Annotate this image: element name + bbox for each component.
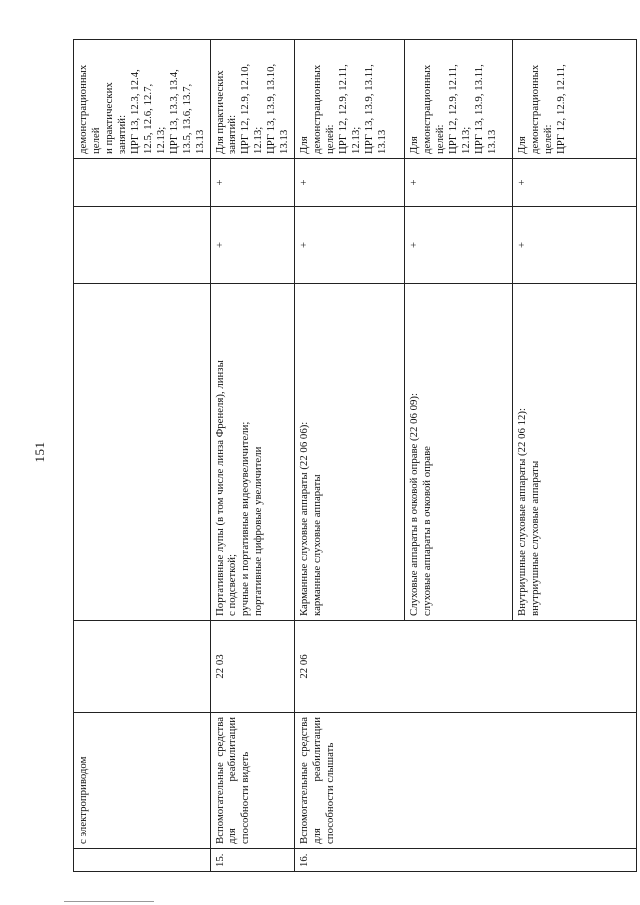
mark-cell: + xyxy=(295,207,405,284)
purpose-line: 12.5, 12.6, 12.7, xyxy=(141,83,154,154)
item-line: Слуховые аппараты в очковой оправе (22 06 09): xyxy=(408,392,421,616)
purpose-line: 13.5, 13.6, 13.7, xyxy=(180,83,193,154)
mark-cell: + xyxy=(513,159,637,207)
purpose-line: и практических xyxy=(102,82,115,154)
category-name: Вспомогательные средства для реабилитации способности видеть xyxy=(210,713,295,849)
rotated-table-container xyxy=(73,40,589,872)
purpose-line: занятий: xyxy=(226,114,239,154)
row-number: 15. xyxy=(210,849,295,872)
item-line: слуховые аппараты в очковой оправе xyxy=(421,446,434,616)
category-code: 22 06 xyxy=(295,621,637,713)
purpose-line: демонстрационных xyxy=(529,64,542,154)
purpose-line: ЦРГ 12, 12.9, 12.11, xyxy=(447,64,460,154)
purpose-cell xyxy=(405,40,513,159)
purpose-line: целей: xyxy=(542,124,555,154)
mark-cell: + xyxy=(295,159,405,207)
purpose-line: целей: xyxy=(324,124,337,154)
footer-rule xyxy=(64,901,154,902)
purpose-line: 13.13 xyxy=(193,129,206,154)
category-name: с электроприводом xyxy=(74,713,211,849)
mark-cell: + xyxy=(405,207,513,284)
item-line: Портативные лупы (в том числе линза Френеля), линзы xyxy=(213,360,226,616)
purpose-line: ЦРГ 12, 12.9, 12.11, xyxy=(555,64,568,154)
purpose-line: демонстрационных xyxy=(77,64,89,154)
purpose-line: ЦРГ 12, 12.9, 12.11, xyxy=(337,64,350,154)
purpose-line: Для xyxy=(408,136,421,154)
purpose-line: ЦРГ 13, 12.3, 12.4, xyxy=(128,69,141,154)
row-number xyxy=(74,849,211,872)
item-line: карманные слуховые аппараты xyxy=(311,474,324,616)
items-cell xyxy=(210,284,295,621)
purpose-line: целей: xyxy=(434,124,447,154)
item-line: внутриушные слуховые аппараты xyxy=(529,460,542,616)
category-code xyxy=(74,621,211,713)
purpose-line: 13.13 xyxy=(485,129,498,154)
purpose-cell xyxy=(74,40,211,159)
purpose-line: ЦРГ 13, 13.9, 13.11, xyxy=(363,64,376,154)
mark-cell: + xyxy=(210,159,295,207)
purpose-line: занятий: xyxy=(115,114,128,154)
purpose-line: 12.13; xyxy=(252,126,265,154)
item-line: ручные и портативные видеоувеличители; xyxy=(239,421,252,616)
purpose-cell xyxy=(210,40,295,159)
category-name: Вспомогательные средства для реабилитации способности слышать xyxy=(295,713,637,849)
purpose-line: 13.13 xyxy=(375,129,388,154)
purpose-line: 12.13; xyxy=(350,126,363,154)
table-row xyxy=(74,40,211,872)
table-row xyxy=(295,40,405,872)
purpose-line: 13.13 xyxy=(278,129,291,154)
purpose-line: ЦРГ 13, 13.9, 13.11, xyxy=(473,64,486,154)
mark-cell: + xyxy=(513,207,637,284)
items-cell xyxy=(513,284,637,621)
purpose-line: Для xyxy=(298,136,311,154)
items-cell xyxy=(405,284,513,621)
item-line: портативные цифровые увеличители xyxy=(252,446,265,616)
purpose-line: ЦРГ 13, 13.9, 13.10, xyxy=(265,63,278,154)
item-line: Карманные слуховые аппараты (22 06 06): xyxy=(298,421,311,616)
purpose-cell xyxy=(295,40,405,159)
mark-cell xyxy=(74,207,211,284)
purpose-line: Для практических xyxy=(213,70,226,154)
purpose-line: демонстрационных xyxy=(311,64,324,154)
mark-cell xyxy=(74,159,211,207)
purpose-line: 12.13; xyxy=(154,126,167,154)
items-cell xyxy=(295,284,405,621)
mark-cell: + xyxy=(405,159,513,207)
mark-cell: + xyxy=(210,207,295,284)
purpose-line: Для xyxy=(516,136,529,154)
table-row xyxy=(210,40,295,872)
items-cell xyxy=(74,284,211,621)
purpose-cell xyxy=(513,40,637,159)
row-number: 16. xyxy=(295,849,637,872)
item-line: Внутриушные слуховые аппараты (22 06 12): xyxy=(516,407,529,616)
purpose-line: ЦРГ 13, 13.3, 13.4, xyxy=(167,69,180,154)
purpose-line: целей xyxy=(89,127,102,154)
purpose-line: ЦРГ 12, 12.9, 12.10, xyxy=(239,63,252,154)
page-number: 151 xyxy=(32,441,47,463)
item-line: с подсветкой; xyxy=(226,553,239,616)
purpose-line: 12.13; xyxy=(460,126,473,154)
category-code: 22 03 xyxy=(210,621,295,713)
purpose-line: демонстрационных xyxy=(421,64,434,154)
equipment-table xyxy=(73,39,637,872)
